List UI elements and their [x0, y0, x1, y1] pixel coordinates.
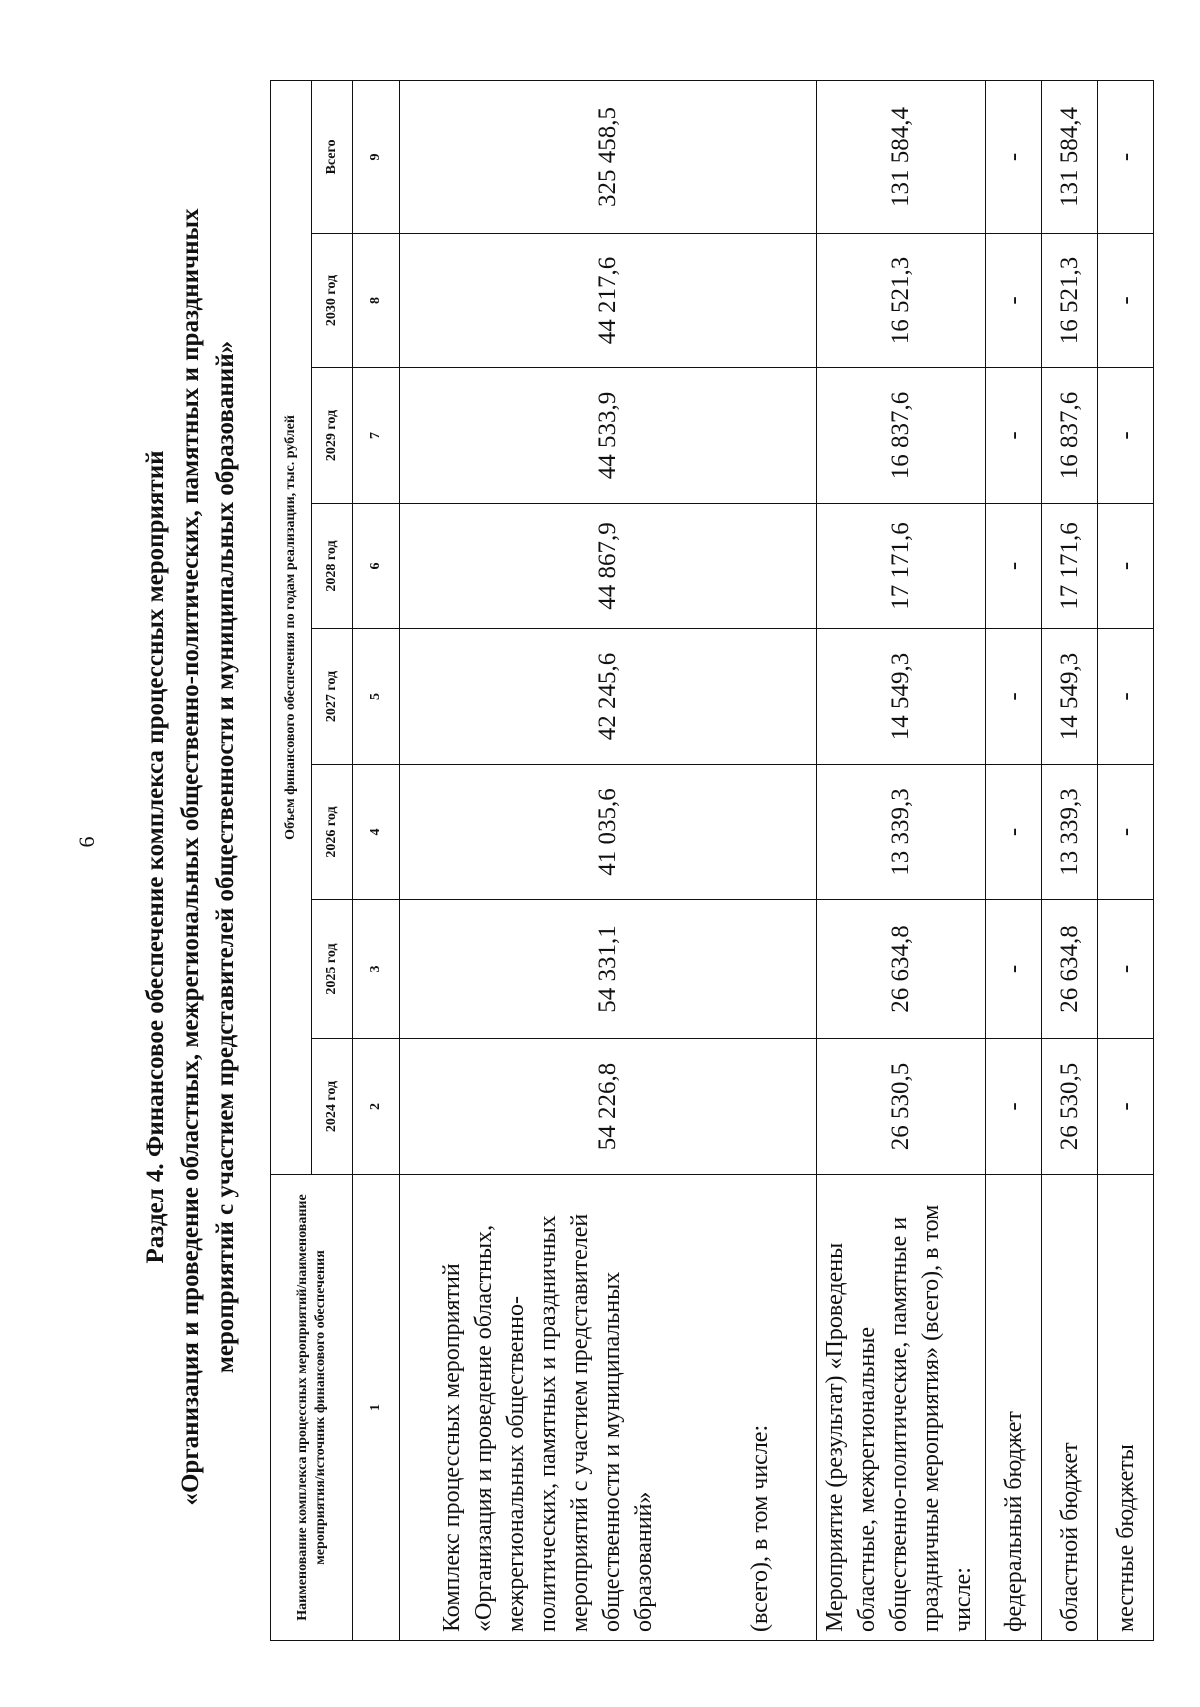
value-cell: 14 549,3 — [1042, 629, 1098, 765]
value-cell: 17 171,6 — [1042, 504, 1098, 629]
header-year-cell: 2030 год — [312, 234, 353, 368]
column-number-cell: 9 — [353, 80, 400, 233]
column-number-cell: 1 — [353, 1175, 400, 1641]
column-number-cell: 5 — [353, 629, 400, 765]
table-row — [400, 80, 817, 1640]
value-cell: 26 634,8 — [817, 900, 986, 1039]
value-cell: 16 521,3 — [1042, 234, 1098, 368]
title-line-2: «Организация и проведение областных, межрегиональных общественно-политических, памятных и праздничных — [177, 208, 204, 1506]
value-cell: 54 226,8 — [400, 1039, 817, 1175]
row-name-suffix: (всего), в том числе: — [747, 1424, 773, 1632]
financing-table — [270, 80, 1154, 1641]
value-cell: 16 521,3 — [817, 234, 986, 368]
row-name-cell: Мероприятие (результат) «Проведены областные, межрегиональные общественно-политические, памятные и праздничные мероприятия» (всего), в том числе: — [817, 1175, 986, 1641]
total-cell: - — [1098, 80, 1154, 233]
value-cell: - — [986, 900, 1042, 1039]
column-number-cell: 3 — [353, 900, 400, 1039]
value-cell: 42 245,6 — [400, 629, 817, 765]
total-cell: 325 458,5 — [400, 80, 817, 233]
value-cell: 13 339,3 — [817, 765, 986, 900]
value-cell: 44 533,9 — [400, 368, 817, 504]
value-cell: - — [1098, 629, 1154, 765]
header-year-cell: 2026 год — [312, 765, 353, 900]
value-cell: - — [1098, 504, 1154, 629]
value-cell: 41 035,6 — [400, 765, 817, 900]
header-year-cell: 2025 год — [312, 900, 353, 1039]
value-cell: 16 837,6 — [817, 368, 986, 504]
value-cell: 26 530,5 — [1042, 1039, 1098, 1175]
column-number-cell: 4 — [353, 765, 400, 900]
header-year-cell: 2029 год — [312, 368, 353, 504]
value-cell: 14 549,3 — [817, 629, 986, 765]
header-name-cell: Наименование комплекса процессных мероприятий/наименование мероприятия/источник финансового обеспечения — [271, 1175, 353, 1641]
column-number-cell: 6 — [353, 504, 400, 629]
table-row — [986, 80, 1042, 1640]
value-cell: - — [986, 765, 1042, 900]
row-name-cell: местные бюджеты — [1098, 1175, 1154, 1641]
value-cell: 16 837,6 — [1042, 368, 1098, 504]
column-number-cell: 2 — [353, 1039, 400, 1175]
value-cell: - — [986, 1039, 1042, 1175]
value-cell: 26 634,8 — [1042, 900, 1098, 1039]
section-title — [138, 157, 243, 1557]
header-year-cell: 2027 год — [312, 629, 353, 765]
value-cell: - — [986, 629, 1042, 765]
row-name-cell: федеральный бюджет — [986, 1175, 1042, 1641]
value-cell: 44 867,9 — [400, 504, 817, 629]
header-volume-cell: Объем финансового обеспечения по годам реализации, тыс. рублей — [271, 80, 312, 1174]
value-cell: - — [1098, 368, 1154, 504]
value-cell: 17 171,6 — [817, 504, 986, 629]
page-number: 6 — [74, 836, 99, 848]
header-total-cell: Всего — [312, 80, 353, 233]
row-name-text: Комплекс процессных мероприятий «Организация и проведение областных, межрегиональных общественно-политических, памятных и праздничных мероприятий с участием представителей общественности и муниципальных образований» — [439, 1213, 657, 1632]
value-cell: - — [1098, 900, 1154, 1039]
total-cell: 131 584,4 — [1042, 80, 1098, 233]
table-row — [1042, 80, 1098, 1640]
column-number-cell: 7 — [353, 368, 400, 504]
value-cell: - — [1098, 765, 1154, 900]
value-cell: - — [986, 234, 1042, 368]
value-cell: 26 530,5 — [817, 1039, 986, 1175]
value-cell: - — [1098, 1039, 1154, 1175]
total-cell: 131 584,4 — [817, 80, 986, 233]
header-year-cell: 2028 год — [312, 504, 353, 629]
value-cell: 13 339,3 — [1042, 765, 1098, 900]
title-line-1: Раздел 4. Финансовое обеспечение комплекса процессных мероприятий — [142, 450, 169, 1264]
value-cell: 54 331,1 — [400, 900, 817, 1039]
header-year-cell: 2024 год — [312, 1039, 353, 1175]
value-cell: - — [1098, 234, 1154, 368]
value-cell: - — [986, 504, 1042, 629]
table-row — [817, 80, 986, 1640]
row-name-cell — [400, 1175, 817, 1641]
value-cell: 44 217,6 — [400, 234, 817, 368]
row-name-cell: областной бюджет — [1042, 1175, 1098, 1641]
column-number-cell: 8 — [353, 234, 400, 368]
title-line-3: мероприятий с участием представителей общественности и муниципальных образований» — [212, 340, 239, 1374]
value-cell: - — [986, 368, 1042, 504]
table-row — [1098, 80, 1154, 1640]
total-cell: - — [986, 80, 1042, 233]
